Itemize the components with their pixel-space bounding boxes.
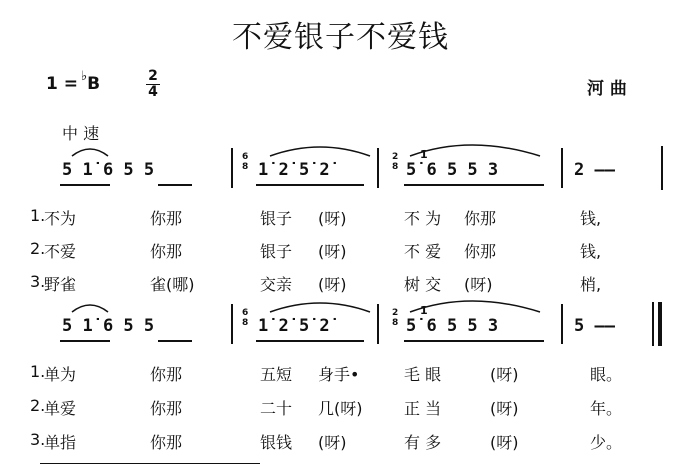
footer-rule <box>40 463 260 464</box>
slur <box>0 136 700 176</box>
beam <box>158 340 192 342</box>
time-change-2-8: 2 8 <box>392 308 399 328</box>
flat-symbol: ♭ <box>81 69 88 84</box>
attribution: 河 曲 <box>587 79 627 99</box>
measure-4: 2 —— <box>574 160 615 180</box>
slur <box>0 292 700 332</box>
beam <box>158 184 192 186</box>
measure-3: 5̇ 6 5 5 3 <box>406 160 499 180</box>
grace-note: 1̇ <box>420 304 428 317</box>
measure-2: 1̇ 2̇ 5̇ 2̇ <box>258 316 330 336</box>
key-prefix: 1 = <box>46 74 78 94</box>
measure-3: 5̇ 6 5 5 3 <box>406 316 499 336</box>
beam <box>60 184 110 186</box>
measure-1: 5 1̇ 6 5 5 <box>62 160 155 180</box>
beam <box>256 184 364 186</box>
beam <box>256 340 364 342</box>
measure-2: 1̇ 2̇ 5̇ 2̇ <box>258 160 330 180</box>
beam <box>60 340 110 342</box>
time-signature <box>146 69 160 100</box>
time-change-6-8: 6 8 <box>242 152 249 172</box>
time-sig-top: 2 <box>148 68 158 84</box>
song-title: 不爱银子不爱钱 <box>232 20 449 55</box>
key-note: B <box>87 74 101 94</box>
beam <box>404 340 544 342</box>
grace-note: 1̇ <box>420 148 428 161</box>
time-change-2-8: 2 8 <box>392 152 399 172</box>
beam <box>404 184 544 186</box>
time-sig-bottom: 4 <box>146 84 160 100</box>
tempo-marking: 中 速 <box>62 124 100 143</box>
measure-4: 5 —— <box>574 316 615 336</box>
key-signature <box>46 69 101 94</box>
measure-1: 5 1̇ 6 5 5 <box>62 316 155 336</box>
time-change-6-8: 6 8 <box>242 308 249 328</box>
